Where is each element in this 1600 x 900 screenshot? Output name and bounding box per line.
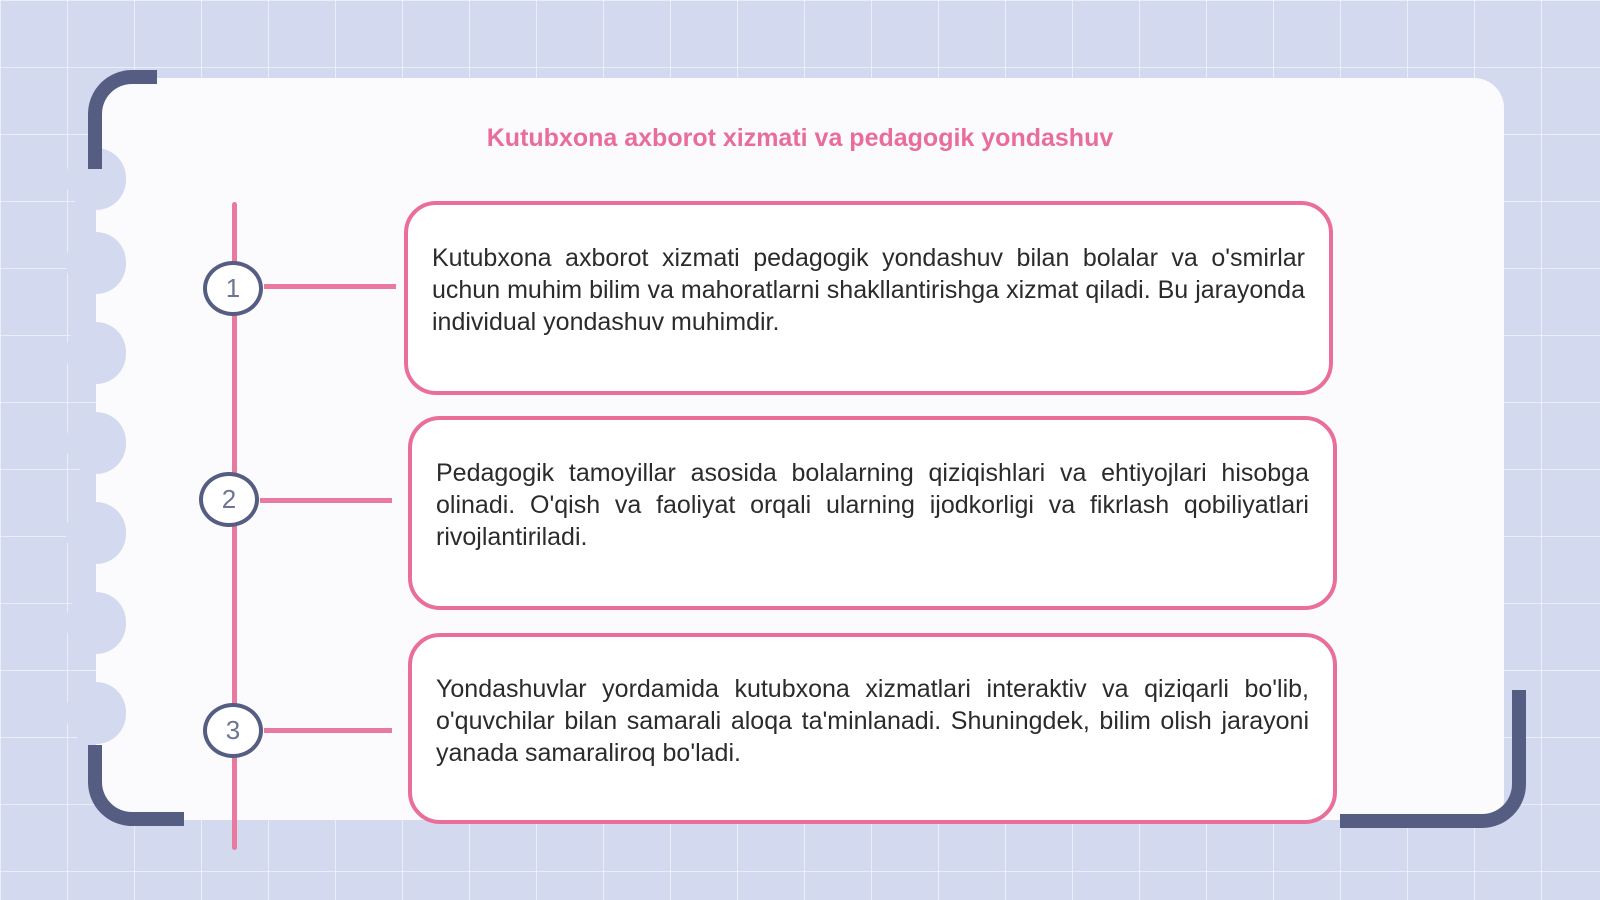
step-text: Kutubxona axborot xizmati pedagogik yondashuv bilan bolalar va o'smirlar uchun muhim bilim va mahoratlarni shakllantirishga xizmat qiladi. Bu jarayonda individual yondashuv muhimdir. (432, 244, 1305, 336)
step-number: 1 (225, 273, 241, 303)
corner-bracket-bottom-left (88, 745, 184, 826)
paper-hole (66, 322, 126, 384)
step-number: 3 (225, 715, 241, 745)
step-number-badge (203, 261, 263, 316)
step-number: 2 (221, 484, 237, 514)
step-text: Pedagogik tamoyillar asosida bolalarning qiziqishlari va ehtiyojlari hisobga olinadi. O'qish va faoliyat orqali ularning ijodkorligi va fikrlash qobiliyatlari rivojlantiriladi. (436, 459, 1309, 551)
corner-bracket-top-left (88, 70, 157, 169)
paper-hole (66, 232, 126, 294)
timeline-connector (264, 284, 396, 289)
step-number-badge (203, 703, 263, 758)
paper-hole (66, 502, 126, 564)
step-card (408, 416, 1337, 610)
paper-hole (66, 412, 126, 474)
timeline-connector (264, 728, 392, 733)
step-card (404, 201, 1333, 395)
paper-hole (66, 592, 126, 654)
paper-hole (66, 682, 126, 744)
slide-title: Kutubxona axborot xizmati va pedagogik yondashuv (486, 124, 1114, 152)
step-number-badge (199, 472, 259, 527)
corner-bracket-bottom-right (1340, 690, 1526, 828)
step-text: Yondashuvlar yordamida kutubxona xizmatlari interaktiv va qiziqarli bo'lib, o'quvchilar bilan samarali aloqa ta'minlanadi. Shuningdek, bilim olish jarayoni yanada samaraliroq bo'ladi. (436, 674, 1309, 767)
timeline-connector (260, 498, 392, 503)
step-card (408, 633, 1337, 824)
